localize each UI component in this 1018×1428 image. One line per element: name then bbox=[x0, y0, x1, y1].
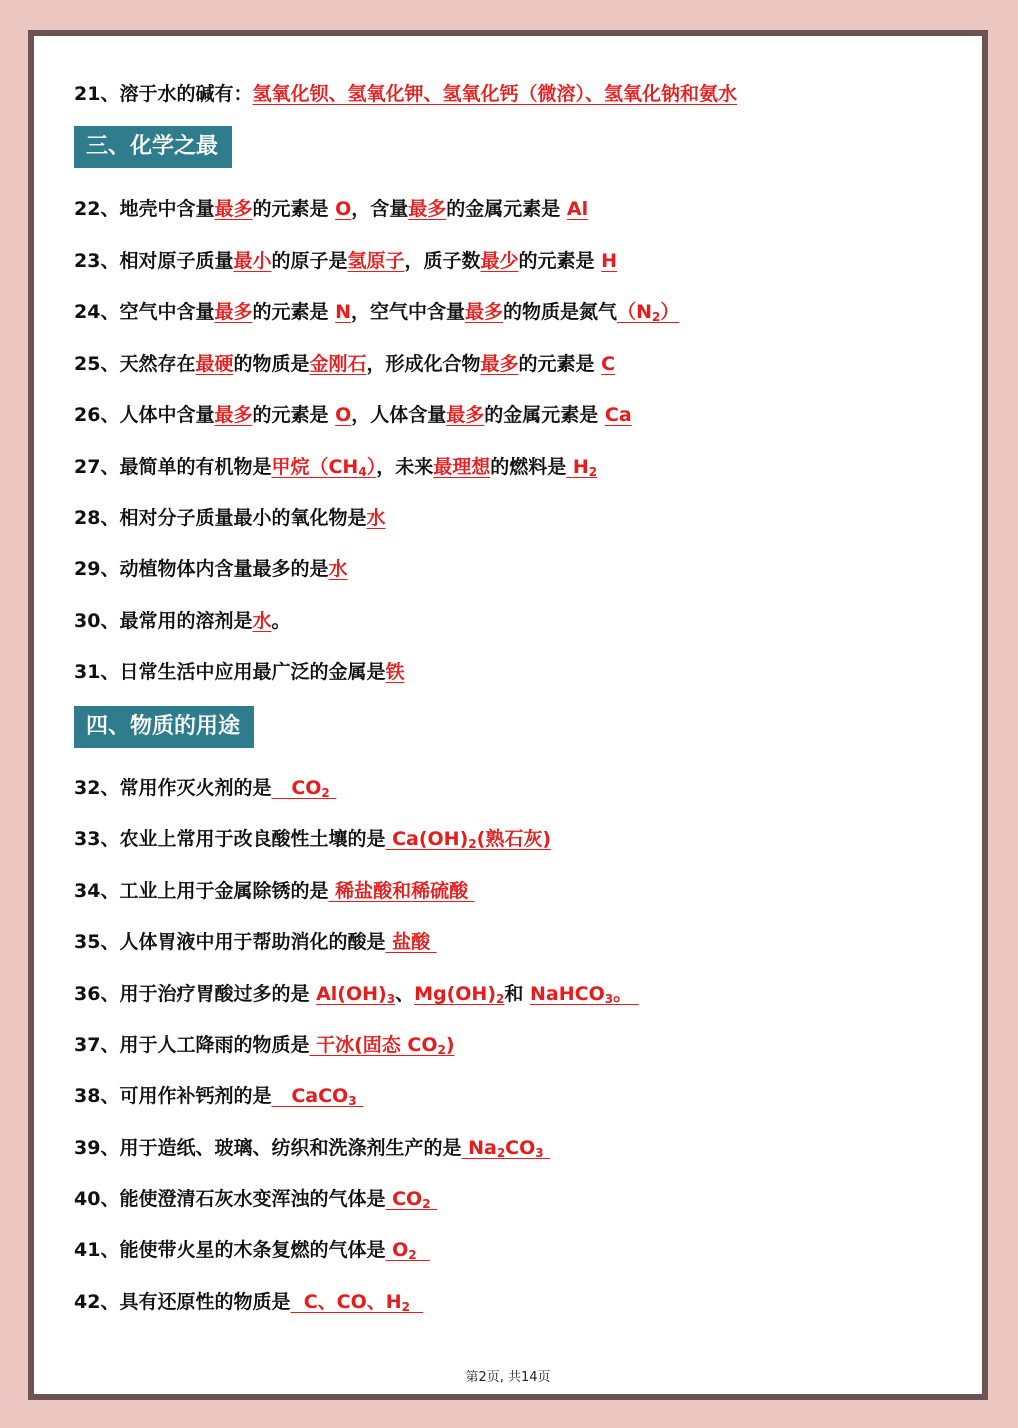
answer-part: H bbox=[566, 456, 589, 478]
item-number: 22、 bbox=[74, 198, 120, 220]
item-28 bbox=[74, 504, 385, 532]
answer: 最理想 bbox=[433, 456, 491, 478]
item-number: 29、 bbox=[74, 558, 120, 580]
answer-part bbox=[544, 1137, 551, 1159]
subscript: 2 bbox=[401, 1300, 410, 1314]
item-number: 37、 bbox=[74, 1034, 120, 1056]
answer: 铁 bbox=[385, 661, 405, 683]
item-text: 可用作补钙剂的是 bbox=[119, 1085, 272, 1107]
item-text: ，空气中含量 bbox=[351, 301, 466, 323]
subscript: 2 bbox=[651, 310, 661, 324]
item-30 bbox=[74, 607, 291, 635]
answer-part: Mg(OH) bbox=[414, 983, 497, 1005]
answer-part: ） bbox=[366, 456, 377, 478]
answer bbox=[316, 983, 395, 1005]
item-text: 动植物体内含量最多的是 bbox=[119, 558, 329, 580]
item-text: 的燃料是 bbox=[490, 456, 567, 478]
item-text: 最简单的有机物是 bbox=[119, 456, 272, 478]
item-29 bbox=[74, 555, 347, 583]
section-heading-4: 四、物质的用途 bbox=[74, 706, 254, 748]
item-26 bbox=[74, 401, 632, 429]
item-number: 27、 bbox=[74, 456, 120, 478]
subscript: 3 bbox=[386, 992, 396, 1006]
item-text: 和 bbox=[504, 983, 531, 1005]
subscript: 2 bbox=[437, 1043, 446, 1057]
item-number: 41、 bbox=[74, 1239, 120, 1261]
item-text: 的元素是 bbox=[518, 353, 602, 375]
item-text: 。 bbox=[271, 610, 291, 632]
answer-part: Al(OH) bbox=[316, 983, 387, 1005]
item-text: 最常用的溶剂是 bbox=[119, 610, 253, 632]
item-31 bbox=[74, 658, 404, 686]
item-34 bbox=[74, 877, 475, 905]
item-text: 相对原子质量 bbox=[119, 250, 234, 272]
item-39 bbox=[74, 1134, 550, 1162]
item-38 bbox=[74, 1082, 363, 1110]
page-frame bbox=[28, 30, 988, 1400]
answer-part: 甲烷（CH bbox=[271, 456, 359, 478]
item-text: 的金属元素是 bbox=[446, 198, 567, 220]
answer bbox=[309, 1034, 454, 1056]
answer bbox=[617, 301, 679, 323]
item-text: ，未来 bbox=[376, 456, 434, 478]
answer: 最多 bbox=[214, 198, 253, 220]
section-heading-3: 三、化学之最 bbox=[74, 126, 232, 168]
answer: 最多 bbox=[480, 353, 519, 375]
subscript: 3 bbox=[535, 1146, 544, 1160]
item-text: ，含量 bbox=[351, 198, 409, 220]
answer: 稀盐酸和稀硫酸 bbox=[328, 880, 475, 902]
answer: Al bbox=[566, 198, 589, 220]
answer: 最多 bbox=[408, 198, 447, 220]
item-text: 的金属元素是 bbox=[484, 404, 605, 426]
answer-part bbox=[417, 1239, 430, 1261]
answer: 最小 bbox=[233, 250, 272, 272]
answer bbox=[271, 1085, 363, 1107]
item-text: 农业上常用于改良酸性土壤的是 bbox=[119, 828, 386, 850]
subscript: 3 bbox=[604, 992, 614, 1006]
item-number: 24、 bbox=[74, 301, 120, 323]
answer: 氢原子 bbox=[347, 250, 405, 272]
answer-part: Ca(OH) bbox=[385, 828, 469, 850]
item-number: 40、 bbox=[74, 1188, 120, 1210]
item-text: 用于造纸、玻璃、纺织和洗涤剂生产的是 bbox=[119, 1137, 462, 1159]
answer-part: NaHCO bbox=[530, 983, 605, 1005]
item-37 bbox=[74, 1031, 455, 1059]
subscript: 2 bbox=[408, 1248, 417, 1262]
subscript: 3 bbox=[348, 1094, 357, 1108]
item-text: 用于人工降雨的物质是 bbox=[119, 1034, 310, 1056]
answer: 最硬 bbox=[195, 353, 234, 375]
item-number: 30、 bbox=[74, 610, 120, 632]
answer-part bbox=[357, 1085, 364, 1107]
item-text: 相对分子质量最小的氧化物是 bbox=[119, 507, 367, 529]
item-number: 26、 bbox=[74, 404, 120, 426]
item-number: 35、 bbox=[74, 931, 120, 953]
answer-part: ) bbox=[445, 1034, 455, 1056]
answer-part: ） bbox=[660, 301, 680, 323]
item-21 bbox=[74, 80, 737, 108]
answer: O bbox=[335, 404, 352, 426]
item-number: 23、 bbox=[74, 250, 120, 272]
item-text: ，质子数 bbox=[404, 250, 481, 272]
item-text: 人体胃液中用于帮助消化的酸是 bbox=[119, 931, 386, 953]
item-42 bbox=[74, 1288, 423, 1316]
item-text: 天然存在 bbox=[119, 353, 196, 375]
item-number: 31、 bbox=[74, 661, 120, 683]
subscript: 4 bbox=[358, 465, 367, 479]
answer-part: （N bbox=[617, 301, 652, 323]
item-text: 的元素是 bbox=[252, 301, 336, 323]
answer: C bbox=[601, 353, 616, 375]
item-25 bbox=[74, 350, 615, 378]
item-text: 的元素是 bbox=[518, 250, 602, 272]
answer: 最多 bbox=[214, 301, 253, 323]
item-32 bbox=[74, 774, 336, 802]
item-text: 能使澄清石灰水变浑浊的气体是 bbox=[119, 1188, 386, 1210]
answer-part: CaCO bbox=[271, 1085, 349, 1107]
subscript: 2 bbox=[422, 1197, 431, 1211]
answer bbox=[385, 828, 551, 850]
item-number: 32、 bbox=[74, 777, 120, 799]
item-number: 28、 bbox=[74, 507, 120, 529]
item-text: 日常生活中应用最广泛的金属是 bbox=[119, 661, 386, 683]
subscript: 2 bbox=[588, 465, 598, 479]
item-text: 的原子是 bbox=[271, 250, 348, 272]
answer: 金刚石 bbox=[309, 353, 367, 375]
subscript: 2 bbox=[468, 837, 477, 851]
item-text: 空气中含量 bbox=[119, 301, 215, 323]
item-22 bbox=[74, 195, 588, 223]
item-number: 39、 bbox=[74, 1137, 120, 1159]
answer bbox=[271, 777, 336, 799]
answer bbox=[385, 1188, 437, 1210]
answer bbox=[414, 983, 504, 1005]
answer bbox=[566, 456, 597, 478]
answer-part: CO bbox=[271, 777, 322, 799]
item-text: 具有还原性的物质是 bbox=[119, 1291, 291, 1313]
item-text: 人体中含量 bbox=[119, 404, 215, 426]
answer: 盐酸 bbox=[385, 931, 437, 953]
answer-part: C、CO、H bbox=[290, 1291, 402, 1313]
answer-part: (熟石灰) bbox=[476, 828, 552, 850]
item-text: 常用作灭火剂的是 bbox=[119, 777, 272, 799]
answer: 水 bbox=[252, 610, 272, 632]
item-27 bbox=[74, 453, 597, 481]
answer-part: O bbox=[385, 1239, 409, 1261]
subscript: 2 bbox=[321, 786, 330, 800]
item-number: 38、 bbox=[74, 1085, 120, 1107]
answer-part: 。 bbox=[613, 983, 639, 1005]
item-41 bbox=[74, 1236, 430, 1264]
answer bbox=[271, 456, 376, 478]
item-23 bbox=[74, 247, 617, 275]
item-text: ，人体含量 bbox=[351, 404, 447, 426]
answer bbox=[290, 1291, 423, 1313]
answer-part: Na bbox=[461, 1137, 497, 1159]
answer bbox=[461, 1137, 550, 1159]
subscript: 2 bbox=[496, 1146, 506, 1160]
item-text: 、 bbox=[395, 983, 415, 1005]
item-text: 溶于水的碱有： bbox=[119, 83, 253, 105]
answer: Ca bbox=[604, 404, 632, 426]
answer: 最少 bbox=[480, 250, 519, 272]
answer: H bbox=[601, 250, 618, 272]
answer: 水 bbox=[328, 558, 348, 580]
item-24 bbox=[74, 298, 679, 326]
answer-part: CO bbox=[505, 1137, 536, 1159]
item-text: 工业上用于金属除锈的是 bbox=[119, 880, 329, 902]
item-text: ，形成化合物 bbox=[366, 353, 481, 375]
answer: O bbox=[335, 198, 352, 220]
subscript: 2 bbox=[496, 992, 505, 1006]
answer: N bbox=[335, 301, 352, 323]
answer: 最多 bbox=[446, 404, 485, 426]
answer-part bbox=[330, 777, 337, 799]
answer bbox=[385, 1239, 429, 1261]
item-number: 33、 bbox=[74, 828, 120, 850]
item-number: 42、 bbox=[74, 1291, 120, 1313]
answer: 氢氧化钡、氢氧化钾、氢氧化钙（微溶）、氢氧化钠和氨水 bbox=[252, 83, 737, 105]
item-number: 25、 bbox=[74, 353, 120, 375]
answer-part: 干冰(固态 CO bbox=[309, 1034, 438, 1056]
answer-part bbox=[431, 1188, 438, 1210]
item-40 bbox=[74, 1185, 437, 1213]
item-number: 21、 bbox=[74, 83, 120, 105]
answer bbox=[530, 983, 639, 1005]
answer: 最多 bbox=[465, 301, 504, 323]
item-text: 的元素是 bbox=[252, 198, 336, 220]
item-text: 能使带火星的木条复燃的气体是 bbox=[119, 1239, 386, 1261]
item-text: 用于治疗胃酸过多的是 bbox=[119, 983, 317, 1005]
item-33 bbox=[74, 825, 551, 853]
answer: 水 bbox=[366, 507, 386, 529]
answer-part: CO bbox=[385, 1188, 423, 1210]
item-text: 的物质是氮气 bbox=[503, 301, 618, 323]
answer: 最多 bbox=[214, 404, 253, 426]
item-number: 34、 bbox=[74, 880, 120, 902]
item-text: 地壳中含量 bbox=[119, 198, 215, 220]
item-text: 的元素是 bbox=[252, 404, 336, 426]
item-36 bbox=[74, 980, 639, 1008]
page-number-footer: 第2页, 共14页 bbox=[465, 1370, 551, 1385]
item-35 bbox=[74, 928, 437, 956]
item-text: 的物质是 bbox=[233, 353, 310, 375]
item-number: 36、 bbox=[74, 983, 120, 1005]
answer-part bbox=[410, 1291, 423, 1313]
